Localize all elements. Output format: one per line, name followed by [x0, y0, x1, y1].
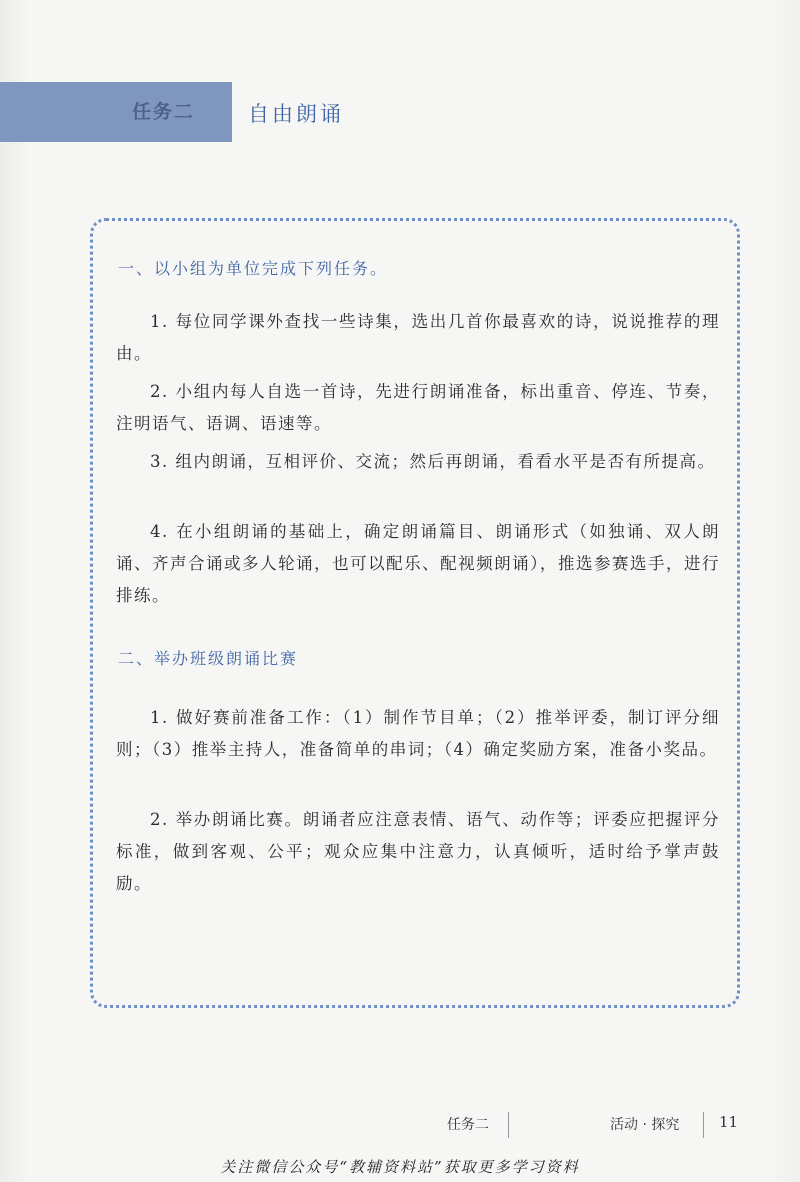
section-heading-2: 二、举办班级朗诵比赛 [118, 649, 299, 668]
footer-divider [703, 1112, 704, 1138]
page-number: 11 [719, 1113, 739, 1131]
list-item: 2. 小组内每人自选一首诗，先进行朗诵准备，标出重音、停连、节奏，注明语气、语调、语速等。 [116, 382, 720, 433]
task-header-band [0, 82, 232, 142]
list-item: 3. 组内朗诵，互相评价、交流；然后再朗诵，看看水平是否有所提高。 [150, 452, 716, 471]
list-item: 2. 举办朗诵比赛。朗诵者应注意表情、语气、动作等；评委应把握评分标准，做到客观、公平；观众应集中注意力，认真倾听，适时给予掌声鼓励。 [116, 810, 720, 893]
task-label: 任务二 [132, 101, 196, 123]
list-item: 4. 在小组朗诵的基础上，确定朗诵篇目、朗诵形式（如独诵、双人朗诵、齐声合诵或多人轮诵，也可以配乐、配视频朗诵），推选参赛选手，进行排练。 [116, 522, 720, 605]
watermark-text: 关注微信公众号“教辅资料站”获取更多学习资料 [220, 1158, 580, 1176]
list-item: 1. 每位同学课外查找一些诗集，选出几首你最喜欢的诗，说说推荐的理由。 [116, 312, 720, 363]
footer-task: 任务二 [447, 1117, 489, 1133]
footer-divider [508, 1112, 509, 1138]
section-heading-1: 一、以小组为单位完成下列任务。 [118, 259, 389, 278]
footer-section: 活动 · 探究 [610, 1117, 680, 1133]
list-item: 1. 做好赛前准备工作：（1）制作节目单；（2）推举评委，制订评分细则；（3）推举主持人，准备简单的串词；（4）确定奖励方案，准备小奖品。 [116, 708, 720, 759]
task-title: 自由朗诵 [248, 102, 344, 126]
